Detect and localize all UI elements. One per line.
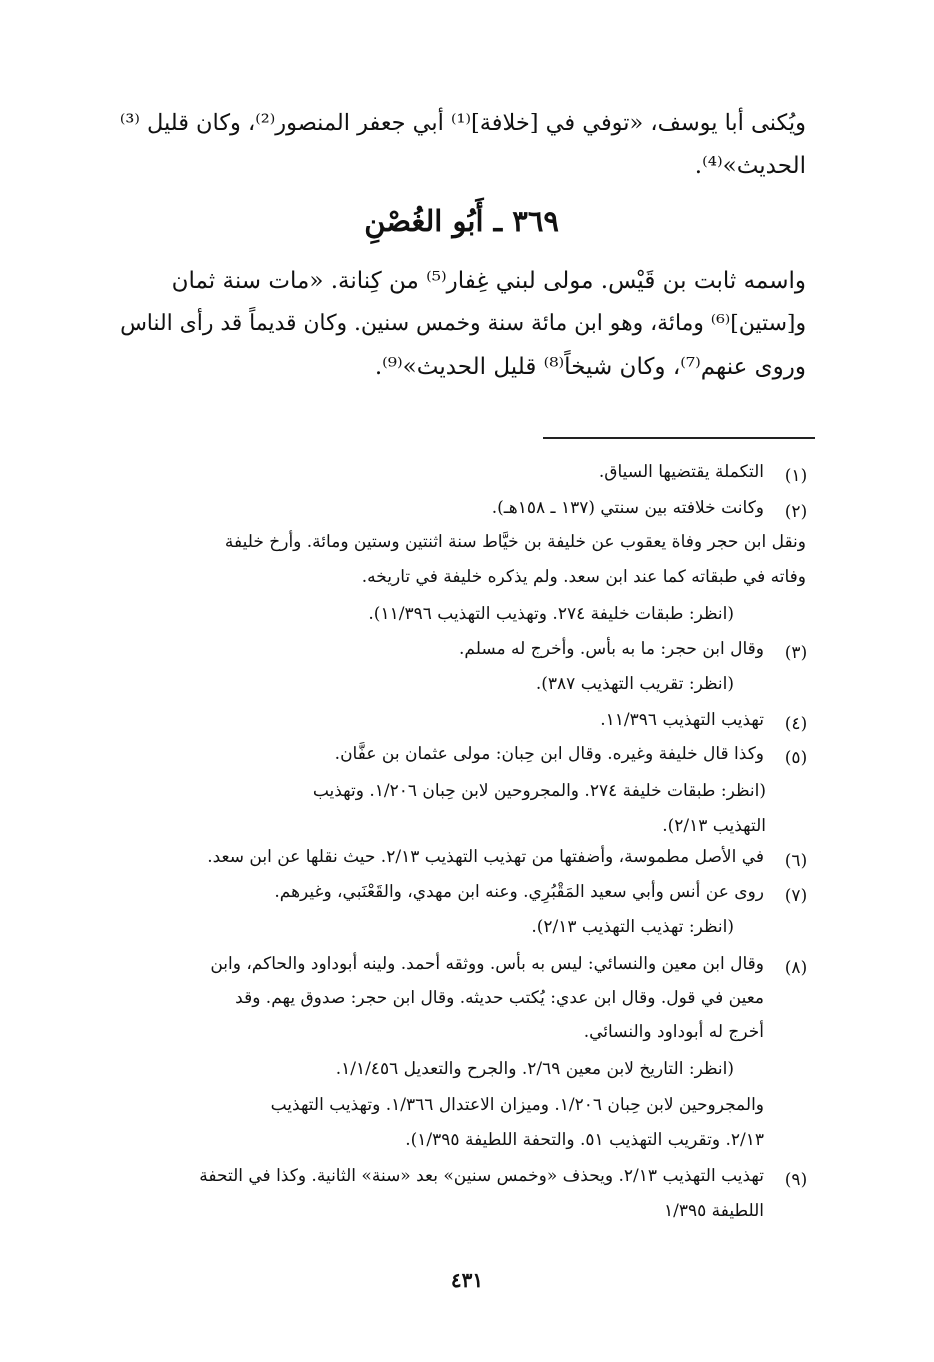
page-number: ٤٣١ xyxy=(450,1268,484,1292)
footnote-line: ٢/١٣. وتقريب التهذيب ٥١. والتحفة اللطيفة ١/٣٩٥). xyxy=(405,1130,764,1150)
footnote-number: (٧) xyxy=(784,886,808,906)
footnote-line: اللطيفة ١/٣٩٥ xyxy=(664,1201,764,1221)
footnote-line: تهذيب التهذيب ٢/١٣. ويحذف «وخمس سنين» بعد «سنة» الثانية. وكذا في التحفة xyxy=(199,1166,764,1186)
footnote-line: (انظر: طبقات خليفة ٢٧٤. وتهذيب التهذيب ١١/٣٩٦). xyxy=(368,604,734,624)
footnote-number: (٩) xyxy=(784,1170,808,1190)
body-line: و[ستين]⁽⁶⁾ ومائة، وهو ابن مائة سنة وخمس سنين. وكان قديماً قد رأى الناس xyxy=(120,311,806,336)
footnote-line: التهذيب ٢/١٣). xyxy=(662,816,766,836)
footnote-number: (٥) xyxy=(784,748,808,768)
footnote-line: (انظر: طبقات خليفة ٢٧٤. والمجروحين لابن حِبان ١/٢٠٦. وتهذيب xyxy=(312,781,766,801)
footnote-line: معين في قول. وقال ابن عدي: يُكتب حديثه. وقال ابن حجر: صدوق يهم. وقد xyxy=(235,988,764,1008)
footnote-separator xyxy=(543,437,815,439)
footnote-line: (انظر: تقريب التهذيب ٣٨٧). xyxy=(535,674,734,694)
footnote-line: وكانت خلافته بين سنتي (١٣٧ ـ ١٥٨هـ). xyxy=(491,498,764,518)
footnote-line: تهذيب التهذيب ١١/٣٩٦. xyxy=(600,710,764,730)
footnote-line: والمجروحين لابن حِبان ١/٢٠٦. وميزان الاعتدال ١/٣٦٦. وتهذيب التهذيب xyxy=(270,1095,764,1115)
entry-heading: ٣٦٩ ـ أَبُو الغُصْنِ xyxy=(364,204,559,238)
body-line: وروى عنهم⁽⁷⁾، وكان شيخاً⁽⁸⁾ قليل الحديث»⁽⁹⁾. xyxy=(374,354,806,380)
body-line: واسمه ثابت بن قَيْس. مولى لبني غِفار⁽⁵⁾ من كِنانة. «مات سنة ثمان xyxy=(171,268,806,294)
intro-line: ويُكنى أبا يوسف، «توفي في [خلافة]⁽¹⁾ أبي جعفر المنصور⁽²⁾، وكان قليل ⁽³⁾ xyxy=(119,110,806,136)
footnote-line: (انظر: تهذيب التهذيب ٢/١٣). xyxy=(531,917,734,937)
footnote-number: (٨) xyxy=(784,958,808,978)
footnote-line: ونقل ابن حجر وفاة يعقوب عن خليفة بن خيَّاط سنة اثنتين وستين ومائة. وأرخ خليفة xyxy=(224,532,806,552)
footnote-number: (٦) xyxy=(784,851,808,871)
footnote-number: (١) xyxy=(784,466,808,486)
footnote-line: وقال ابن حجر: ما به بأس. وأخرج له مسلم. xyxy=(459,639,764,659)
footnote-number: (٢) xyxy=(784,502,808,522)
footnote-line: وفاته في طبقاته كما عند ابن سعد. ولم يذكره خليفة في تاريخه. xyxy=(361,567,806,587)
intro-line: الحديث»⁽⁴⁾. xyxy=(694,153,806,179)
footnote-line: وكذا قال خليفة وغيره. وقال ابن حِبان: مولى عثمان بن عفَّان. xyxy=(334,744,764,764)
footnote-line: روى عن أنس وأبي سعيد المَقْبُرِي. وعنه ابن مهدي، والقَعْنَبي، وغيرهم. xyxy=(274,882,764,902)
footnote-number: (٤) xyxy=(784,714,808,734)
footnote-line: أخرج له أبوداود والنسائي. xyxy=(583,1022,764,1042)
footnote-number: (٣) xyxy=(784,643,808,663)
footnote-line: التكملة يقتضيها السياق. xyxy=(598,462,764,482)
footnote-line: (انظر: التاريخ لابن معين ٢/٦٩. والجرح والتعديل ١/١/٤٥٦. xyxy=(335,1059,734,1079)
footnote-line: في الأصل مطموسة، وأضفتها من تهذيب التهذيب ٢/١٣. حيث نقلها عن ابن سعد. xyxy=(207,847,764,867)
footnote-line: وقال ابن معين والنسائي: ليس به بأس. ووثقه أحمد. ولينه أبوداود والحاكم، وابن xyxy=(210,954,764,974)
